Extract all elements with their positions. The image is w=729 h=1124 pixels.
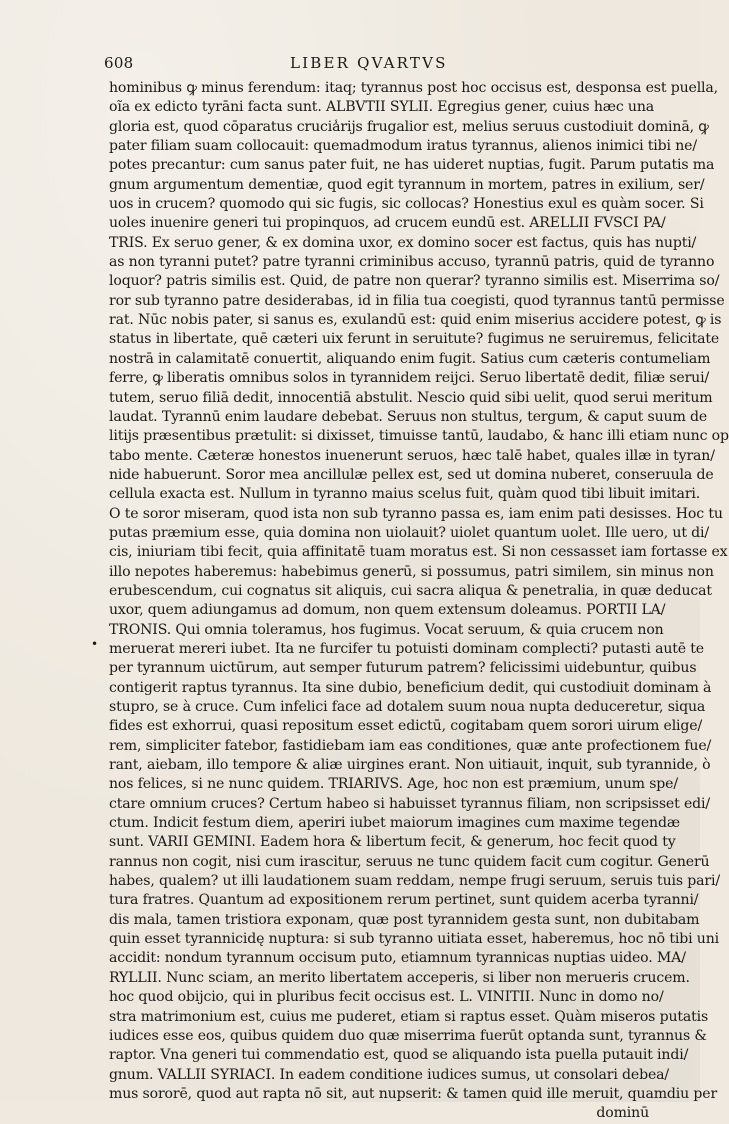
text-line: contigerit raptus tyrannus. Ita sine dubio, beneficium dedit, qui custodiuit dominam à — [109, 679, 712, 696]
text-line: rant, aiebam, illo tempore & aliæ uirgines erant. Non uitiauit, inquit, sub tyrannide, ò — [109, 757, 711, 774]
text-line: dis mala, tamen tristiora exponam, quæ post tyrannidem gesta sunt, non dubitabam — [109, 911, 700, 928]
text-line: uos in crucem? quomodo qui sic fugis, sic collocas? Honestius exul es quàm socer. Si — [109, 196, 704, 213]
text-line: stupro, se à cruce. Cum infelici face ad dotalem suum noua nupta deduceretur, siqua — [109, 699, 706, 715]
text-line: cellula exacta est. Nullum in tyranno maius scelus fuit, quàm quod tibi libuit imitari. — [109, 486, 701, 503]
text-line: oĩa ex edicto tyrāni facta sunt. ALBVTII SYLII. Egregius gener, cuius hæc una — [109, 99, 655, 116]
text-line: potes precantur: cum sanus pater fuit, ne has uideret nuptias, fugit. Parum putatis ma — [109, 157, 715, 174]
text-line: rat. Nūc nobis pater, si sanus es, exulandū est: quid enim miserius accidere potest, ꝙ is — [109, 312, 722, 329]
page-number: 608 — [104, 54, 134, 72]
text-line: status in libertate, quē cæteri uix ferunt in seruitute? fugimus ne seruiremus, felicitate — [109, 331, 720, 348]
text-line: sunt. VARII GEMINI. Eadem hora & libertum fecit, & generum, hoc fecit quod ty — [109, 834, 676, 851]
text-line: meruerat mereri iubet. Ita ne furcifer tu potuisti dominam complecti? putasti autē te — [109, 640, 704, 657]
text-line: raptor. Vna generi tui commendatio est, quod se aliquando ista puella putauit indi/ — [109, 1047, 689, 1064]
text-line: per tyrannum uictūrum, aut semper futurum patrem? felicissimi uidebuntur, quibus — [109, 660, 697, 677]
text-line: quin esset tyrannicidę nuptura: si sub tyranno uitiata esset, haberemus, hoc nō tibi uni — [109, 931, 719, 948]
text-line: erubescendum, cui cognatus sit aliquis, cui sacra aliqua & penetralia, in quæ deducat — [109, 582, 712, 599]
text-line: TRIS. Ex seruo gener, & ex domina uxor, ex domino socer est factus, quis has nupti/ — [109, 234, 697, 251]
text-line: gnum argumentum dementiæ, quod egit tyrannum in mortem, patres in exilium, ser/ — [109, 176, 705, 193]
page-header — [104, 54, 648, 76]
running-head: LIBER QVARTVS — [290, 54, 448, 72]
text-line: nos felices, si ne nunc quidem. TRIARIVS. Age, hoc non est præmium, unum spe/ — [109, 776, 678, 793]
text-line: rannus non cogit, nisi cum irascitur, seruus ne tunc quidem facit cum cogitur. Generū — [109, 853, 710, 870]
text-line: illo nepotes haberemus: habebimus generū, si possumus, patri similem, sin minus non — [109, 563, 714, 580]
text-line: ctum. Indicit festum diem, aperiri iubet maiorum imagines cum maxime tegendæ — [109, 815, 680, 832]
text-line: hominibus ꝙ minus ferendum: itaq; tyrannus post hoc occisus est, desponsa est puella, — [109, 80, 718, 96]
text-line: habes, qualem? ut illi laudationem suam reddam, nempe frugi seruum, seruis tuis pari/ — [109, 873, 720, 890]
text-line: ror sub tyranno patre desiderabas, id in filia tua coegisti, quod tyrannus tantū permisse — [109, 292, 725, 309]
text-line: stra matrimonium est, cuius me puderet, etiam si raptus esset. Quàm miseros putatis — [109, 1008, 709, 1025]
text-line: litijs præsentibus prætulit: si dixisset, timuisse tantū, laudabo, & hanc illi etiam nunc op — [109, 428, 729, 445]
text-line: TRONIS. Qui omnia toleramus, hos fugimus. Vocat seruum, & quia crucem non — [109, 621, 664, 638]
text-line: uxor, quem adiungamus ad domum, non quem extensum doleamus. PORTII LA/ — [109, 602, 666, 619]
text-line: pater filiam suam collocauit: quemadmodum iratus tyrannus, alienos inimici tibi ne/ — [109, 138, 697, 155]
margin-mark: • — [91, 637, 99, 651]
text-line: tabo mente. Cæteræ honestos inuenerunt seruos, hæc talē habet, quales illæ in tyran/ — [109, 447, 715, 464]
text-line: accidit: nondum tyrannum occisum puto, etiamnum tyrannicas nuptias uideo. MA/ — [109, 950, 686, 967]
text-line: ctare omnium cruces? Certum habeo si habuisset tyrannus filiam, non scripsisset edi/ — [109, 795, 710, 812]
text-line: mus sororē, quod aut rapta nō sit, aut nupserit: & tamen quid ille meruit, quamdiu per — [109, 1085, 718, 1102]
text-line: dominū — [596, 1105, 649, 1122]
text-line: laudat. Tyrannū enim laudare debebat. Seruus non stultus, tergum, & caput suum de — [109, 408, 708, 425]
text-line: nide habuerunt. Soror mea ancillulæ pellex est, sed ut domina nuberet, conseruula de — [109, 466, 714, 483]
text-line: tutem, seruo filiā dedit, innocentiā abstulit. Nescio quid sibi uelit, quod serui meritum — [109, 389, 713, 406]
text-line: tura fratres. Quantum ad expositionem rerum pertinet, sunt quidem acerba tyranni/ — [109, 892, 699, 909]
text-line: nostrā in calamitatē conuertit, aliquando enim fugit. Satius cum cæteris contumeliam — [109, 350, 711, 367]
text-line: gnum. VALLII SYRIACI. In eadem conditione iudices sumus, ut consolari debea/ — [109, 1066, 669, 1083]
text-block — [109, 79, 729, 1122]
text-line: iudices esse eos, quibus quidem duo quæ miserrima fuerūt optanda sunt, tyrannus & — [109, 1027, 707, 1044]
text-line: putas præmium esse, quia domina non uiolauit? uiolet quantum uolet. Ille uero, ut di/ — [109, 524, 710, 541]
text-line: as non tyranni putet? patre tyranni criminibus accuso, tyrannū patris, quid de tyranno — [109, 254, 715, 271]
text-line: ferre, ꝙ liberatis omnibus solos in tyrannidem reijci. Seruo libertatē dedit, filiæ serui/ — [109, 370, 710, 387]
text-line: loquor? patris similis est. Quid, de patre non querar? tyranno similis est. Miserrima so/ — [109, 273, 720, 290]
text-line: RYLLII. Nunc sciam, an merito libertatem acceperis, si liber non merueris crucem. — [109, 969, 690, 986]
text-line: hoc quod obijcio, qui in pluribus fecit occisus est. L. VINITII. Nunc in domo no/ — [109, 989, 664, 1006]
text-line: O te soror miseram, quod ista non sub tyranno passa es, iam enim pati desisses. Hoc tu — [109, 505, 723, 522]
text-line: rem, simpliciter fatebor, fastidiebam iam eas conditiones, quæ ante profectionem fue/ — [109, 737, 712, 754]
text-line: cis, iniuriam tibi fecit, quia affinitatē tuam moratus est. Si non cessasset iam fortasse ex — [109, 544, 728, 561]
text-line: gloria est, quod cōparatus crucia̾rijs frugalior est, melius seruus custodiuit dominā, ꝙ — [109, 118, 709, 135]
text-line: uoles inuenire generi tui propinquos, ad crucem eundū est. ARELLII FVSCI PA/ — [109, 215, 666, 232]
text-line: fides est exhorrui, quasi repositum esset edictū, cogitabam quem sorori uirum elige/ — [109, 718, 703, 735]
